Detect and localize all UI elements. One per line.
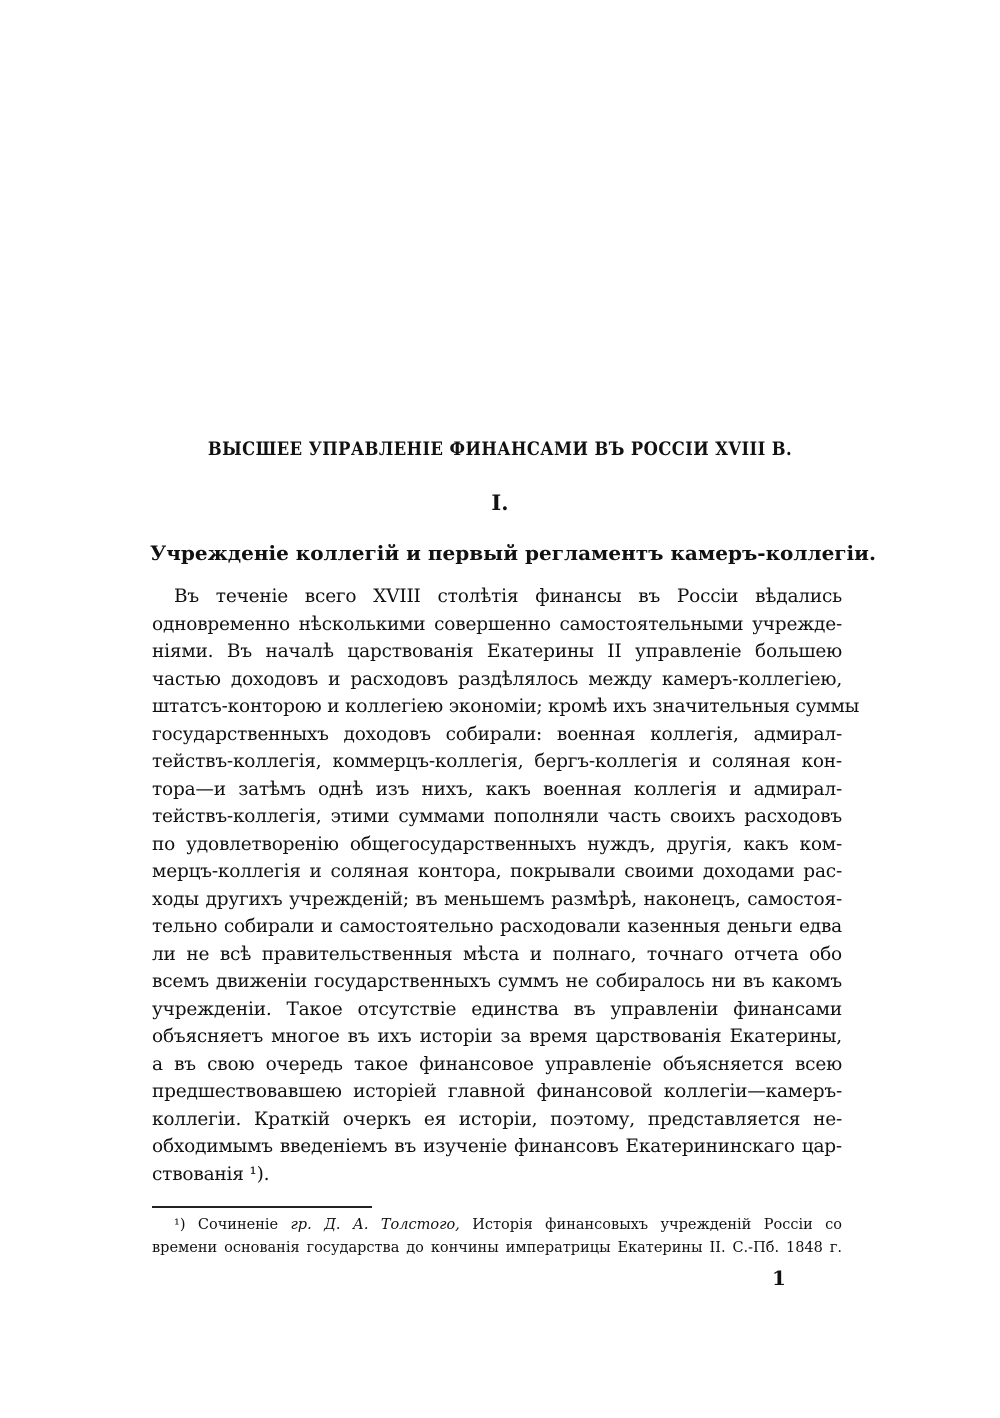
text-line: предшествовавшею исторіей главной финансовой коллегіи—камеръ- [152,1081,842,1102]
text-line: одновременно нѣсколькими совершенно самостоятельными учрежде- [152,613,842,635]
text-line: тействъ-коллегія, коммерцъ-коллегія, бергъ-коллегія и соляная кон- [152,751,842,772]
footnote-author: гр. Д. А. Толстого, [290,1217,460,1233]
text-line: тора—и затѣмъ однѣ изъ нихъ, какъ военная коллегія и адмирал- [152,778,842,800]
section-heading: Учрежденіе коллегій и первый регламентъ камеръ-коллегіи. [150,541,876,565]
text-line: а въ свою очередь такое финансовое управленіе объясняется всею [152,1053,842,1075]
page-number: 1 [772,1266,786,1290]
text-line: объясняетъ многое въ ихъ исторіи за время царствованія Екатерины, [152,1026,842,1047]
text-line: ли не всѣ правительственныя мѣста и полнаго, точнаго отчета обо [152,943,842,965]
text-line: всемъ движеніи государственныхъ суммъ не собиралось ни въ какомъ [152,971,842,992]
text-line: ствованія ¹). [152,1163,270,1185]
footnote-title: Исторія финансовыхъ учрежденій Россіи со [472,1217,843,1233]
text-line: тействъ-коллегія, этими суммами пополняли часть своихъ расходовъ [152,806,842,827]
text-line: штатсъ-конторою и коллегіею экономіи; кромѣ ихъ значительныя суммы [152,696,860,717]
text-line: Въ теченіе всего XVIII столѣтія финансы въ Россіи вѣдались [174,586,842,607]
page-title: ВЫСШЕЕ УПРАВЛЕНІЕ ФИНАНСАМИ ВЪ РОССІИ XVIII В. [207,438,793,460]
text-line: ходы другихъ учрежденій; въ меньшемъ размѣрѣ, наконецъ, самостоя- [152,888,842,910]
text-line: учрежденіи. Такое отсутствіе единства въ управленіи финансами [152,998,842,1020]
chapter-number: I. [491,490,509,515]
footnote [152,1214,842,1260]
footnote-line [152,1214,842,1237]
text-line: коллегіи. Краткій очеркъ ея исторіи, поэтому, представляется не- [152,1108,842,1130]
text-line: по удовлетворенію общегосударственныхъ нуждъ, другія, какъ ком- [152,833,842,855]
footnote-divider [152,1206,372,1208]
text-line: тельно собирали и самостоятельно расходовали казенныя деньги едва [152,916,842,937]
text-line: частью доходовъ и расходовъ раздѣлялось между камеръ-коллегіею, [152,668,842,690]
text-line: обходимымъ введеніемъ въ изученіе финансовъ Екатерининскаго цар- [152,1136,842,1157]
body-paragraph [152,583,860,1188]
text-line: мерцъ-коллегія и соляная контора, покрывали своими доходами рас- [152,861,842,882]
footnote-line: времени основанія государства до кончины императрицы Екатерины II. С.-Пб. 1848 г. [152,1240,842,1256]
text-line: ніями. Въ началѣ царствованія Екатерины II управленіе большею [152,641,842,662]
text-line: государственныхъ доходовъ собирали: военная коллегія, адмирал- [152,723,842,745]
footnote-marker: ¹) Сочиненіе [174,1217,279,1233]
